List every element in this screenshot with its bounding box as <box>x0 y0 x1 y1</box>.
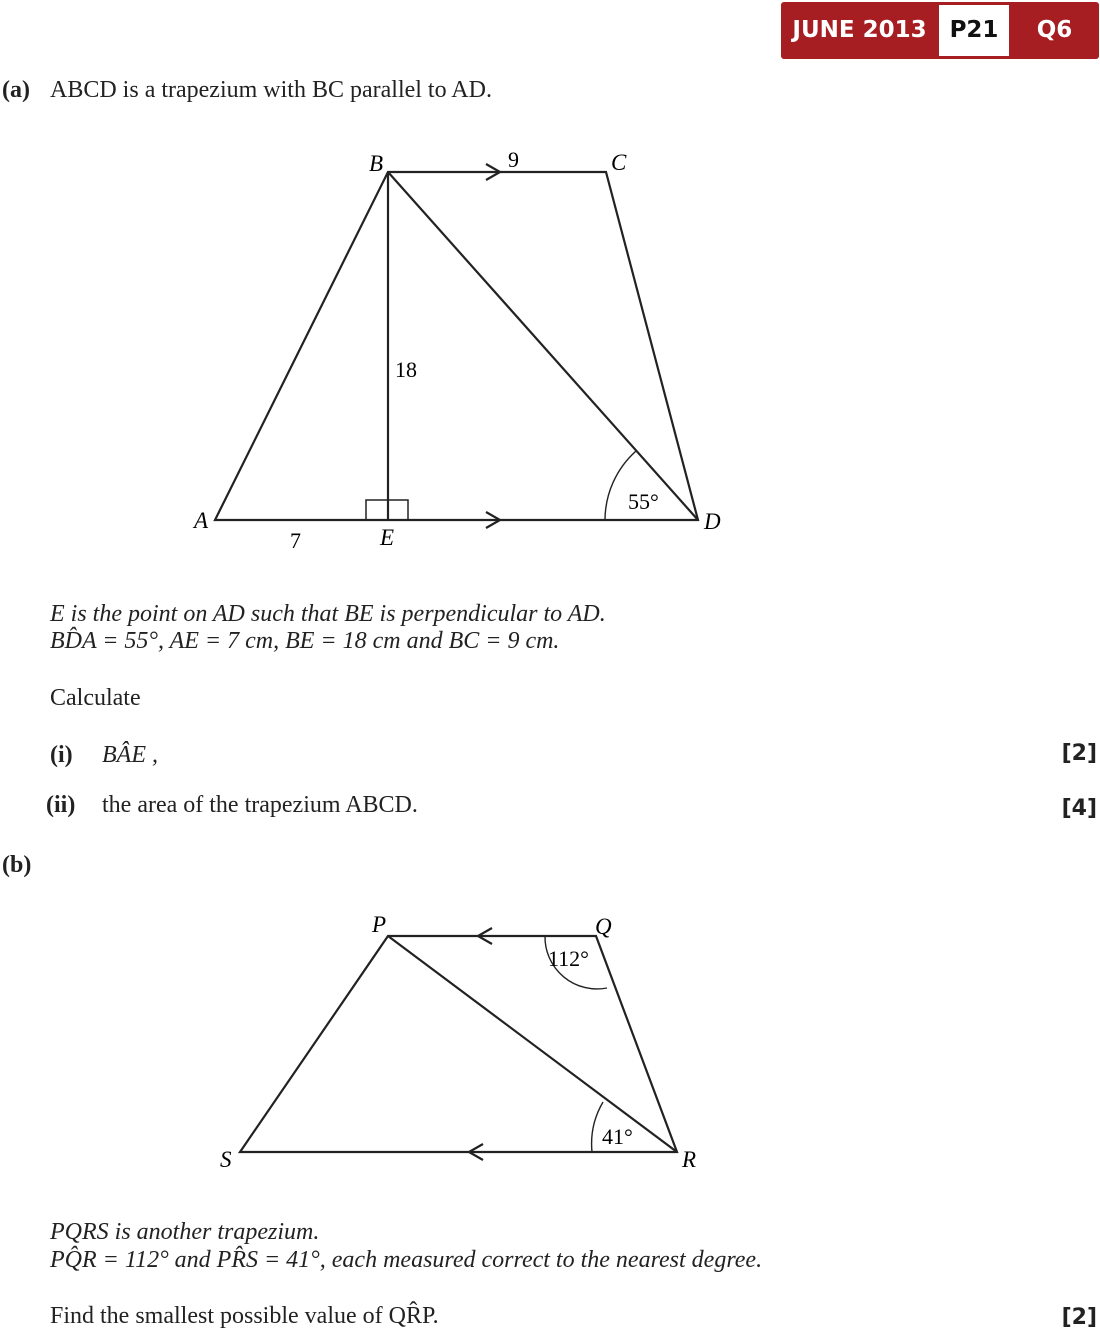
item-i-marks: [2] <box>1061 741 1097 766</box>
label-q: Q <box>595 914 612 939</box>
part-b-line1: PQRS is another trapezium. <box>50 1219 320 1245</box>
angle-prs-label: 41° <box>602 1124 633 1149</box>
label-p: P <box>372 912 387 937</box>
item-i-text: BÂE , <box>102 742 158 768</box>
paper-code: P21 <box>939 5 1009 56</box>
label-e: E <box>380 525 395 550</box>
part-b-label: (b) <box>2 852 32 878</box>
part-b-marks: [2] <box>1061 1305 1097 1330</box>
trapezium-pqrs-diagram <box>0 880 1100 1200</box>
part-a-label: (a) <box>2 77 30 103</box>
label-r: R <box>682 1147 697 1172</box>
length-be: 18 <box>395 357 417 382</box>
item-ii-marks: [4] <box>1061 796 1097 821</box>
part-b-question: Find the smallest possible value of QR̂P. <box>50 1303 439 1329</box>
trapezium-abcd-diagram <box>0 0 1100 600</box>
exam-date: JUNE 2013 <box>792 17 927 43</box>
trapezium-pqrs-outline <box>240 936 677 1152</box>
length-ae: 7 <box>290 528 301 553</box>
line-pr <box>388 936 677 1152</box>
trapezium-abcd-outline <box>215 172 698 520</box>
angle-bda-label: 55° <box>628 489 659 514</box>
angle-pqr-label: 112° <box>548 946 589 971</box>
item-ii-number: (ii) <box>46 792 76 818</box>
part-a-intro: ABCD is a trapezium with BC parallel to AD. <box>50 77 492 103</box>
part-a-line2: BD̂A = 55°, AE = 7 cm, BE = 18 cm and BC = 9 cm. <box>50 628 560 654</box>
calculate-heading: Calculate <box>50 685 141 711</box>
label-s: S <box>220 1147 232 1172</box>
item-i-number: (i) <box>50 742 73 768</box>
length-bc: 9 <box>508 147 519 172</box>
part-b-line2: PQ̂R = 112° and PR̂S = 41°, each measured correct to the nearest degree. <box>50 1247 763 1273</box>
question-number: Q6 <box>1036 17 1073 43</box>
label-b: B <box>369 151 384 176</box>
label-c: C <box>611 150 627 175</box>
label-a: A <box>194 508 209 533</box>
item-ii-text: the area of the trapezium ABCD. <box>102 792 418 818</box>
label-d: D <box>704 509 721 534</box>
part-a-line1: E is the point on AD such that BE is perpendicular to AD. <box>50 601 606 627</box>
